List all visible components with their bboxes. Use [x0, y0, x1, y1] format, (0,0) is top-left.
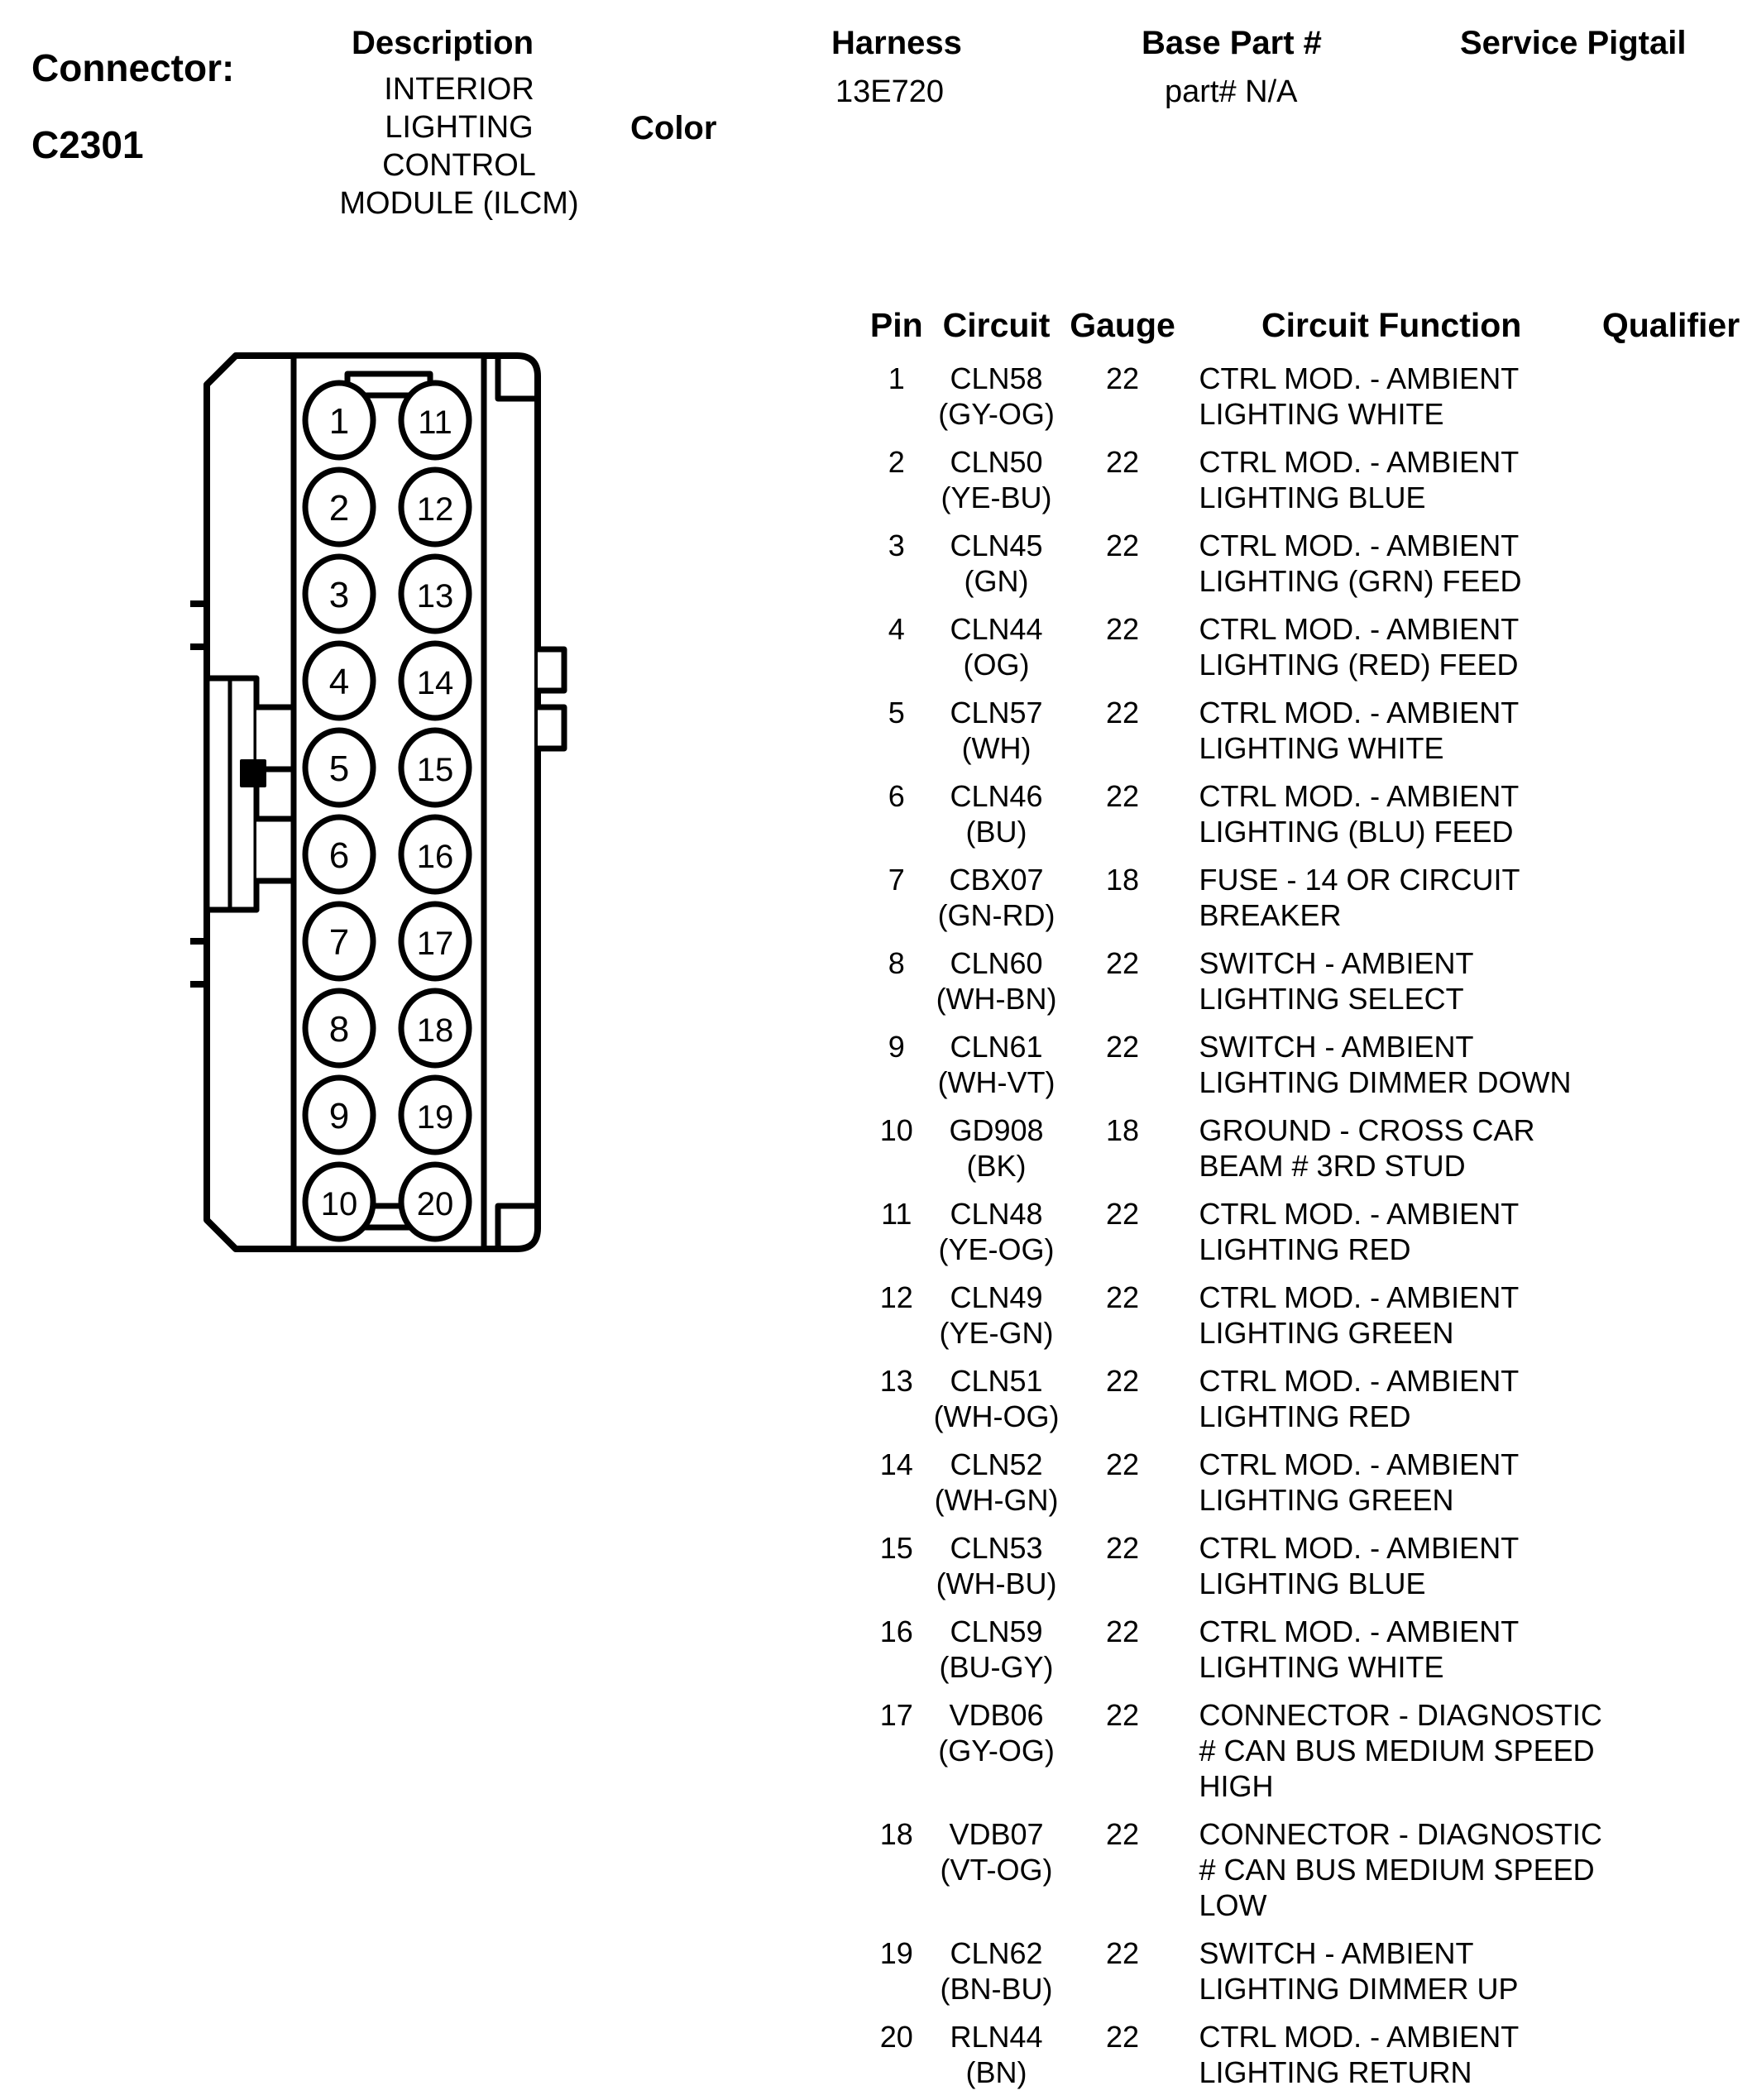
circuit-code: CBX07: [949, 863, 1044, 897]
table-row: [864, 1528, 1741, 1611]
svg-text:12: 12: [416, 491, 454, 528]
svg-text:7: 7: [328, 922, 350, 963]
cell-pin: 15: [879, 1531, 913, 1565]
table-row: [864, 442, 1741, 525]
function-line: LIGHTING RETURN: [1199, 2055, 1472, 2089]
svg-text:4: 4: [328, 662, 350, 702]
cell-qualifier: [1602, 1814, 1741, 1933]
circuit-color: (GN-RD): [937, 898, 1056, 932]
function-line: CTRL MOD. - AMBIENT: [1199, 445, 1520, 479]
table-row: [864, 358, 1741, 442]
cell-qualifier: [1602, 1194, 1741, 1277]
cell-circuit: [929, 1026, 1065, 1110]
circuit-color: (VT-OG): [940, 1853, 1053, 1887]
function-line: CTRL MOD. - AMBIENT: [1199, 696, 1520, 729]
function-line: LIGHTING WHITE: [1199, 397, 1444, 431]
cell-circuit: [929, 1695, 1065, 1814]
cell-circuit: [929, 2016, 1065, 2100]
function-line: CTRL MOD. - AMBIENT: [1199, 1614, 1520, 1648]
cell-pin: 18: [879, 1817, 913, 1851]
cell-qualifier: [1602, 1611, 1741, 1695]
cell-circuit-function: [1181, 1277, 1602, 1361]
circuit-code: CLN59: [950, 1614, 1043, 1648]
svg-text:8: 8: [328, 1009, 350, 1050]
cell-circuit: [929, 1933, 1065, 2016]
description-line: CONTROL: [382, 148, 536, 183]
table-row: [864, 2016, 1741, 2100]
function-line: LIGHTING GREEN: [1199, 1316, 1454, 1350]
cell-gauge: 22: [1106, 1030, 1140, 1064]
cell-pin: 6: [888, 779, 905, 813]
cell-circuit-function: [1181, 358, 1602, 442]
description-line: INTERIOR: [384, 72, 534, 107]
svg-text:15: 15: [416, 752, 454, 788]
svg-text:2: 2: [328, 488, 350, 529]
cell-gauge: 22: [1106, 946, 1140, 980]
cell-pin: 5: [888, 696, 905, 729]
function-line: BEAM # 3RD STUD: [1199, 1149, 1466, 1183]
function-line: LIGHTING WHITE: [1199, 1650, 1444, 1684]
column-header-pin: Pin: [869, 306, 923, 344]
function-line: LIGHTING SELECT: [1199, 982, 1464, 1016]
circuit-code: CLN51: [950, 1364, 1043, 1398]
cell-qualifier: [1602, 859, 1741, 943]
table-row: [864, 776, 1741, 859]
cell-gauge: 22: [1106, 1698, 1140, 1732]
circuit-color: (YE-BU): [941, 481, 1052, 514]
svg-text:10: 10: [320, 1186, 358, 1222]
circuit-color: (WH-GN): [934, 1483, 1059, 1517]
function-line: CTRL MOD. - AMBIENT: [1199, 1197, 1520, 1231]
circuit-code: CLN45: [950, 529, 1043, 562]
cell-circuit: [929, 1110, 1065, 1194]
table-row: [864, 1026, 1741, 1110]
pin-table: [864, 306, 1741, 2100]
function-line: LIGHTING WHITE: [1199, 731, 1444, 765]
cell-qualifier: [1602, 2016, 1741, 2100]
circuit-color: (GY-OG): [938, 397, 1055, 431]
function-line: CONNECTOR - DIAGNOSTIC: [1199, 1698, 1602, 1732]
table-row: [864, 692, 1741, 776]
cell-circuit-function: [1181, 1110, 1602, 1194]
circuit-code: CLN58: [950, 361, 1043, 395]
function-line: LIGHTING DIMMER UP: [1199, 1972, 1519, 2006]
description-line: LIGHTING: [385, 110, 534, 145]
table-row: [864, 1444, 1741, 1528]
cell-circuit-function: [1181, 1194, 1602, 1277]
table-row: [864, 1611, 1741, 1695]
cell-pin: 1: [888, 361, 905, 395]
circuit-color: (YE-GN): [939, 1316, 1054, 1350]
table-header-row: [864, 306, 1741, 358]
cell-pin: 16: [879, 1614, 913, 1648]
table-row: [864, 1110, 1741, 1194]
circuit-code: CLN50: [950, 445, 1043, 479]
cell-qualifier: [1602, 943, 1741, 1026]
svg-text:5: 5: [328, 749, 350, 789]
table-row: [864, 609, 1741, 692]
cell-circuit-function: [1181, 609, 1602, 692]
cell-circuit-function: [1181, 525, 1602, 609]
cell-qualifier: [1602, 609, 1741, 692]
circuit-code: CLN62: [950, 1936, 1043, 1970]
cell-gauge: 18: [1106, 1113, 1140, 1147]
table-row: [864, 1194, 1741, 1277]
function-line: LIGHTING (BLU) FEED: [1199, 815, 1514, 849]
svg-text:9: 9: [328, 1096, 350, 1136]
function-line: LOW: [1199, 1888, 1267, 1922]
function-line: CTRL MOD. - AMBIENT: [1199, 1280, 1520, 1314]
function-line: LIGHTING BLUE: [1199, 481, 1426, 514]
function-line: SWITCH - AMBIENT: [1199, 946, 1474, 980]
column-header-qualifier: Qualifier: [1601, 306, 1740, 344]
cell-gauge: 22: [1106, 696, 1140, 729]
svg-text:17: 17: [416, 926, 454, 962]
circuit-color: (WH): [961, 731, 1032, 765]
circuit-color: (WH-OG): [933, 1399, 1060, 1433]
function-line: LIGHTING BLUE: [1199, 1567, 1426, 1600]
cell-circuit: [929, 1528, 1065, 1611]
cell-circuit: [929, 943, 1065, 1026]
function-line: BREAKER: [1199, 898, 1342, 932]
cell-circuit-function: [1181, 1444, 1602, 1528]
cell-gauge: 22: [1106, 529, 1140, 562]
cell-gauge: 22: [1106, 612, 1140, 646]
cell-gauge: 22: [1106, 1817, 1140, 1851]
base-part-column-header: Base Part #: [1142, 25, 1322, 61]
function-line: SWITCH - AMBIENT: [1199, 1030, 1474, 1064]
function-line: # CAN BUS MEDIUM SPEED: [1199, 1734, 1595, 1768]
table-row: [864, 1361, 1741, 1444]
circuit-code: CLN44: [950, 612, 1043, 646]
cell-circuit-function: [1181, 1814, 1602, 1933]
svg-text:16: 16: [416, 839, 454, 875]
column-header-function: Circuit Function: [1261, 306, 1522, 344]
cell-qualifier: [1602, 776, 1741, 859]
description-value: [323, 70, 596, 222]
cell-qualifier: [1602, 1277, 1741, 1361]
function-line: CTRL MOD. - AMBIENT: [1199, 529, 1520, 562]
cell-circuit-function: [1181, 1611, 1602, 1695]
function-line: HIGH: [1199, 1769, 1274, 1803]
cell-circuit: [929, 1194, 1065, 1277]
function-line: # CAN BUS MEDIUM SPEED: [1199, 1853, 1595, 1887]
cell-circuit-function: [1181, 859, 1602, 943]
cell-circuit-function: [1181, 1361, 1602, 1444]
cell-pin: 8: [888, 946, 905, 980]
svg-text:1: 1: [328, 401, 350, 442]
cell-circuit-function: [1181, 1695, 1602, 1814]
svg-text:3: 3: [328, 575, 350, 615]
cell-pin: 20: [879, 2020, 913, 2054]
circuit-code: CLN48: [950, 1197, 1043, 1231]
cell-gauge: 22: [1106, 1447, 1140, 1481]
cell-gauge: 18: [1106, 863, 1140, 897]
cell-pin: 12: [879, 1280, 913, 1314]
function-line: LIGHTING (RED) FEED: [1199, 648, 1519, 682]
cell-pin: 17: [879, 1698, 913, 1732]
service-pigtail-column-header: Service Pigtail: [1460, 25, 1687, 61]
cell-circuit: [929, 1361, 1065, 1444]
cell-qualifier: [1602, 1110, 1741, 1194]
cell-pin: 14: [879, 1447, 913, 1481]
cell-circuit-function: [1181, 1528, 1602, 1611]
cell-circuit: [929, 442, 1065, 525]
table-row: [864, 1277, 1741, 1361]
table-row: [864, 525, 1741, 609]
cell-circuit: [929, 1814, 1065, 1933]
circuit-color: (GY-OG): [938, 1734, 1055, 1768]
circuit-color: (WH-VT): [937, 1065, 1056, 1099]
cell-gauge: 22: [1106, 1364, 1140, 1398]
cell-circuit: [929, 1444, 1065, 1528]
function-line: LIGHTING GREEN: [1199, 1483, 1454, 1517]
circuit-color: (BK): [966, 1149, 1027, 1183]
cell-circuit: [929, 776, 1065, 859]
function-line: CTRL MOD. - AMBIENT: [1199, 1364, 1520, 1398]
circuit-color: (BU): [965, 815, 1027, 849]
function-line: CTRL MOD. - AMBIENT: [1199, 2020, 1520, 2054]
cell-circuit: [929, 859, 1065, 943]
svg-text:20: 20: [416, 1186, 454, 1222]
cell-circuit: [929, 525, 1065, 609]
table-row: [864, 859, 1741, 943]
cell-qualifier: [1602, 525, 1741, 609]
circuit-color: (YE-OG): [938, 1232, 1055, 1266]
cell-gauge: 22: [1106, 1280, 1140, 1314]
circuit-code: CLN52: [950, 1447, 1043, 1481]
function-line: CTRL MOD. - AMBIENT: [1199, 779, 1520, 813]
function-line: LIGHTING DIMMER DOWN: [1199, 1065, 1572, 1099]
cell-qualifier: [1602, 442, 1741, 525]
cell-circuit-function: [1181, 776, 1602, 859]
circuit-color: (WH-BN): [936, 982, 1057, 1016]
cell-gauge: 22: [1106, 1531, 1140, 1565]
function-line: CTRL MOD. - AMBIENT: [1199, 1531, 1520, 1565]
cell-pin: 3: [888, 529, 905, 562]
circuit-code: CLN53: [950, 1531, 1043, 1565]
cell-gauge: 22: [1106, 2020, 1140, 2054]
circuit-code: VDB07: [949, 1817, 1044, 1851]
cell-pin: 2: [888, 445, 905, 479]
base-part-value: part# N/A: [1165, 74, 1298, 109]
cell-pin: 10: [879, 1113, 913, 1147]
cell-qualifier: [1602, 1444, 1741, 1528]
color-column-header: Color: [630, 110, 717, 146]
svg-text:18: 18: [416, 1012, 454, 1049]
function-line: LIGHTING RED: [1199, 1399, 1411, 1433]
table-row: [864, 1814, 1741, 1933]
circuit-color: (BN): [965, 2055, 1027, 2089]
connector-diagram: [190, 331, 703, 1274]
circuit-color: (WH-BU): [936, 1567, 1057, 1600]
cell-pin: 9: [888, 1030, 905, 1064]
function-line: FUSE - 14 OR CIRCUIT: [1199, 863, 1520, 897]
cell-qualifier: [1602, 1933, 1741, 2016]
table-row: [864, 1695, 1741, 1814]
circuit-code: CLN49: [950, 1280, 1043, 1314]
circuit-color: (BN-BU): [940, 1972, 1053, 2006]
function-line: CONNECTOR - DIAGNOSTIC: [1199, 1817, 1602, 1851]
cell-pin: 11: [881, 1197, 912, 1231]
cell-circuit: [929, 609, 1065, 692]
cell-pin: 4: [888, 612, 905, 646]
harness-column-header: Harness: [831, 25, 962, 61]
svg-text:6: 6: [328, 835, 350, 876]
function-line: LIGHTING (GRN) FEED: [1199, 564, 1522, 598]
cell-pin: 13: [879, 1364, 913, 1398]
circuit-code: VDB06: [949, 1698, 1044, 1732]
svg-text:14: 14: [416, 665, 454, 701]
svg-text:11: 11: [418, 404, 452, 441]
function-line: CTRL MOD. - AMBIENT: [1199, 612, 1520, 646]
cell-qualifier: [1602, 1361, 1741, 1444]
function-line: LIGHTING RED: [1199, 1232, 1411, 1266]
cell-gauge: 22: [1106, 445, 1140, 479]
column-header-circuit: Circuit: [942, 306, 1051, 344]
column-header-gauge: Gauge: [1070, 306, 1175, 344]
cell-circuit-function: [1181, 692, 1602, 776]
svg-text:19: 19: [416, 1099, 454, 1136]
cell-circuit: [929, 692, 1065, 776]
table-row: [864, 943, 1741, 1026]
function-line: GROUND - CROSS CAR: [1199, 1113, 1535, 1147]
description-column-header: Description: [352, 25, 534, 61]
cell-qualifier: [1602, 1026, 1741, 1110]
harness-value: 13E720: [835, 74, 945, 109]
cell-pin: 7: [888, 863, 905, 897]
function-line: CTRL MOD. - AMBIENT: [1199, 1447, 1520, 1481]
cell-gauge: 22: [1106, 779, 1140, 813]
table-row: [864, 1933, 1741, 2016]
sheet-header: [0, 0, 1752, 240]
cell-circuit: [929, 358, 1065, 442]
cell-circuit-function: [1181, 943, 1602, 1026]
cell-qualifier: [1602, 1528, 1741, 1611]
circuit-color: (GN): [964, 564, 1029, 598]
cell-qualifier: [1602, 1695, 1741, 1814]
svg-text:13: 13: [416, 578, 454, 615]
cell-circuit-function: [1181, 2016, 1602, 2100]
circuit-code: CLN46: [950, 779, 1043, 813]
cell-circuit-function: [1181, 442, 1602, 525]
circuit-color: (OG): [963, 648, 1030, 682]
cell-qualifier: [1602, 692, 1741, 776]
circuit-color: (BU-GY): [939, 1650, 1054, 1684]
cell-gauge: 22: [1106, 1614, 1140, 1648]
connector-label: Connector:: [31, 46, 235, 89]
function-line: SWITCH - AMBIENT: [1199, 1936, 1474, 1970]
connector-id: C2301: [31, 123, 144, 166]
cell-circuit-function: [1181, 1026, 1602, 1110]
function-line: CTRL MOD. - AMBIENT: [1199, 361, 1520, 395]
cell-pin: 19: [879, 1936, 913, 1970]
cell-circuit-function: [1181, 1933, 1602, 2016]
cell-gauge: 22: [1106, 361, 1140, 395]
cell-gauge: 22: [1106, 1936, 1140, 1970]
cell-gauge: 22: [1106, 1197, 1140, 1231]
cell-circuit: [929, 1277, 1065, 1361]
description-line: MODULE (ILCM): [339, 186, 579, 221]
circuit-code: GD908: [949, 1113, 1044, 1147]
circuit-code: RLN44: [950, 2020, 1043, 2054]
circuit-code: CLN60: [950, 946, 1043, 980]
cell-circuit: [929, 1611, 1065, 1695]
circuit-code: CLN61: [950, 1030, 1043, 1064]
cell-qualifier: [1602, 358, 1741, 442]
circuit-code: CLN57: [950, 696, 1043, 729]
